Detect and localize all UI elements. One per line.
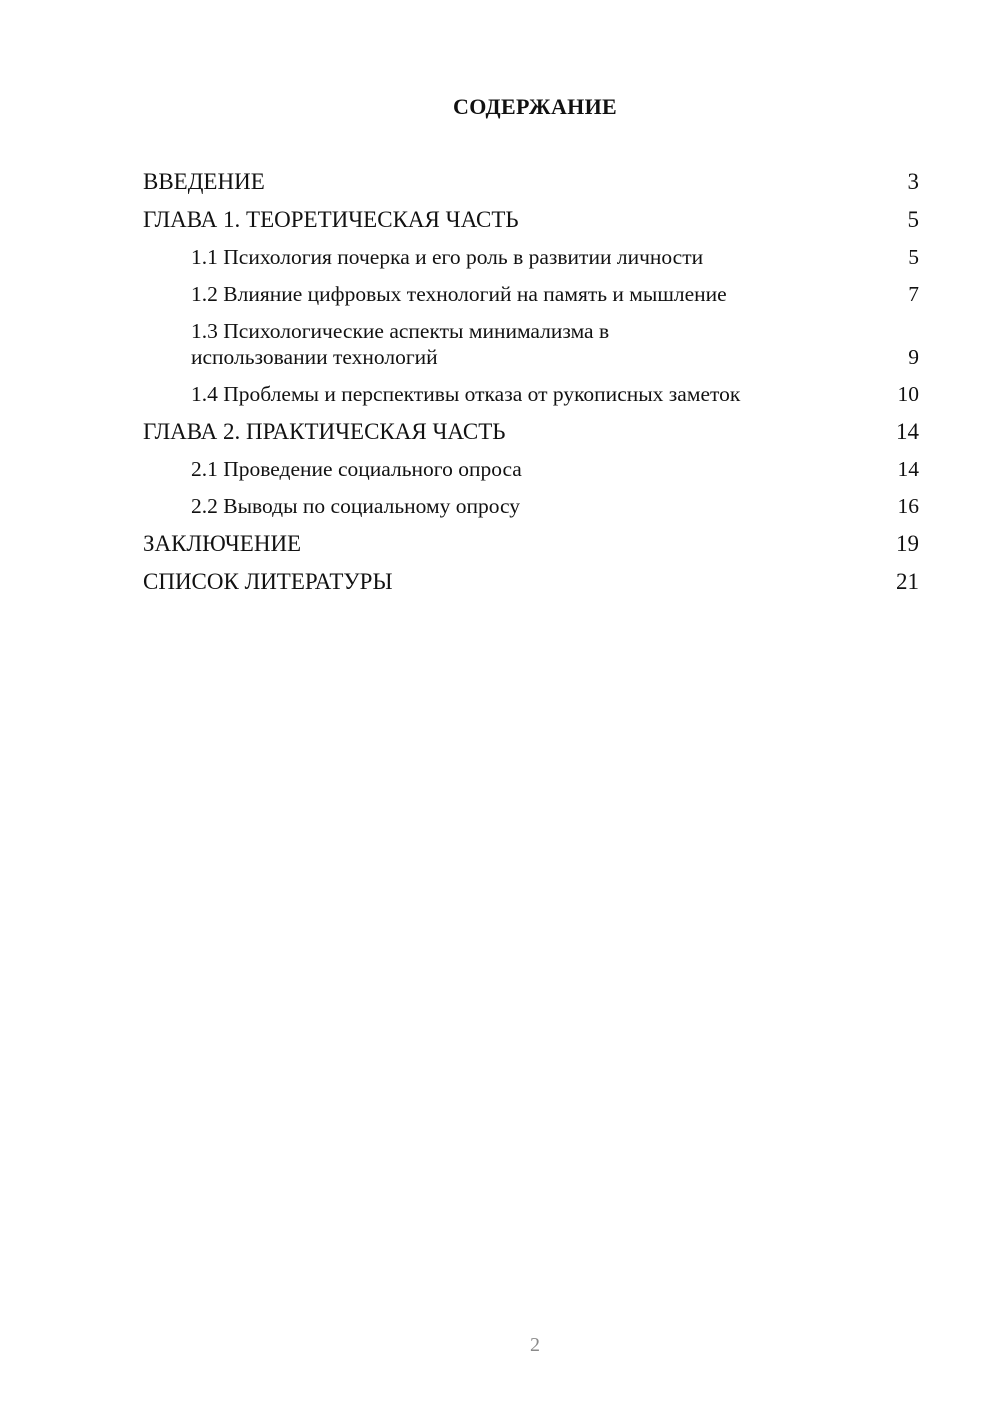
toc-entry-page: 9 (908, 345, 919, 369)
toc-entry-references (143, 568, 919, 595)
toc-entry-section-1-2 (143, 281, 919, 307)
toc-entry-label: 1.3 Психологические аспекты минимализма в использовании технологий (191, 319, 610, 369)
toc-entry-section-1-1 (143, 244, 919, 270)
table-of-contents (143, 168, 919, 606)
toc-entry-page: 7 (908, 282, 919, 306)
toc-entry-page: 5 (908, 245, 919, 269)
toc-entry-page: 3 (907, 169, 919, 194)
toc-entry-label: 1.4 Проблемы и перспективы отказа от рукописных заметок (191, 382, 741, 406)
toc-entry-page: 10 (897, 382, 919, 406)
toc-entry-label: ГЛАВА 1. ТЕОРЕТИЧЕСКАЯ ЧАСТЬ (143, 207, 519, 232)
toc-entry-chapter-2 (143, 418, 919, 445)
toc-entry-introduction (143, 168, 919, 195)
toc-entry-label: 1.2 Влияние цифровых технологий на память и мышление (191, 282, 727, 306)
toc-entry-label: 1.1 Психология почерка и его роль в развитии личности (191, 245, 704, 269)
toc-entry-page: 16 (897, 494, 919, 518)
toc-entry-label: ГЛАВА 2. ПРАКТИЧЕСКАЯ ЧАСТЬ (143, 419, 506, 444)
toc-entry-section-2-1 (143, 456, 919, 482)
toc-entry-chapter-1 (143, 206, 919, 233)
toc-entry-page: 14 (897, 457, 919, 481)
toc-entry-label: 2.2 Выводы по социальному опросу (191, 494, 521, 518)
toc-entry-page: 5 (907, 207, 919, 232)
toc-entry-page: 21 (896, 569, 919, 594)
page-number: 2 (530, 1334, 540, 1356)
toc-entry-section-1-4 (143, 381, 919, 407)
toc-entry-label: ЗАКЛЮЧЕНИЕ (143, 531, 302, 556)
toc-entry-conclusion (143, 530, 919, 557)
toc-entry-label: ВВЕДЕНИЕ (143, 169, 265, 194)
toc-entry-page: 19 (896, 531, 919, 556)
toc-entry-page: 14 (896, 419, 919, 444)
toc-entry-section-2-2 (143, 493, 919, 519)
page-title: СОДЕРЖАНИЕ (453, 94, 617, 119)
toc-entry-label: СПИСОК ЛИТЕРАТУРЫ (143, 569, 393, 594)
toc-entry-section-1-3 (143, 318, 919, 370)
toc-entry-label: 2.1 Проведение социального опроса (191, 457, 522, 481)
